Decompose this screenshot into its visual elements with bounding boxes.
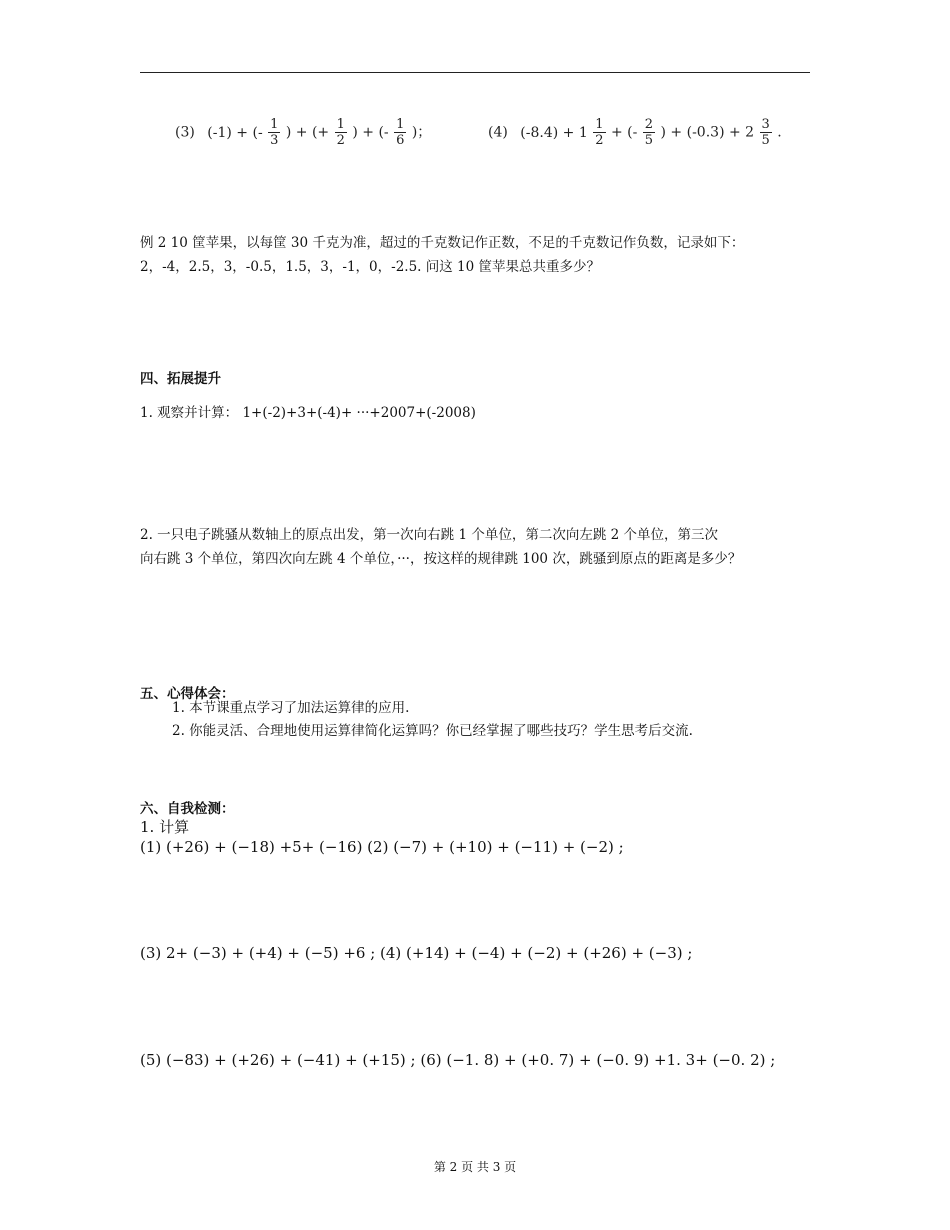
question-2-line-2: 向右跳 3 个单位，第四次向左跳 4 个单位，···，按这样的规律跳 100 次，跳骚到原点的距离是多少？ — [140, 551, 742, 567]
expr3-label: (3) — [175, 124, 195, 141]
expr3-fraction-2: $\frac{1}{2}$ — [336, 117, 345, 148]
section-5-heading: 五、心得体会： — [140, 686, 235, 702]
section-6-heading: 六、自我检测： — [140, 801, 235, 817]
question-2-line-1: 2. 一只电子跳骚从数轴上的原点出发，第一次向右跳 1 个单位，第二次向左跳 2 个单位，第三次 — [140, 527, 719, 543]
example-2-line-2: 2，-4，2.5，3，-0.5，1.5，3，-1，0，-2.5. 问这 10 筐苹果总共重多少？ — [140, 259, 601, 275]
section-5-list — [140, 697, 693, 743]
expr4-fraction-2: $\frac{2}{5}$ — [644, 117, 654, 148]
section-5-item-2: 2. 你能灵活、合理地使用运算律简化运算吗？你已经掌握了哪些技巧？学生思考后交流. — [172, 723, 693, 739]
example-2-line-1: 例 2 10 筐苹果，以每筐 30 千克为准，超过的千克数记作正数，不足的千克数记作负数，记录如下： — [140, 235, 745, 251]
expr4-text-1: (-8.4) + 1 — [520, 124, 588, 141]
self-check-row-3: (5) (−83) + (+26) + (−41) + (+15) ; (6) (−1. 8) + (+0. 7) + (−0. 9) +1. 3+ (−0. 2) ; — [140, 1051, 776, 1069]
expr4-label: (4) — [488, 124, 508, 141]
section-4-question-1: 1. 观察并计算： 1+(-2)+3+(-4)+ ···+2007+(-2008) — [140, 405, 476, 421]
section-6-subheading: 1. 计算 — [140, 818, 190, 836]
expr4-text-4: . — [777, 124, 782, 141]
expression-4 — [488, 117, 782, 148]
expr3-text-2: ) + (+ — [285, 124, 330, 141]
expr4-text-2: + (- — [610, 124, 638, 141]
expression-3 — [175, 117, 431, 148]
expr4-fraction-1: $\frac{1}{2}$ — [595, 117, 604, 148]
example-2 — [140, 231, 744, 279]
expr3-text-1: (-1) + (- — [207, 124, 263, 141]
self-check-row-2: (3) 2+ (−3) + (+4) + (−5) +6 ; (4) (+14) + (−4) + (−2) + (+26) + (−3) ; — [140, 944, 693, 962]
expr4-fraction-3: $\frac{3}{5}$ — [761, 117, 770, 148]
expr3-fraction-1: $\frac{1}{3}$ — [270, 117, 279, 148]
self-check-row-1: (1) (+26) + (−18) +5+ (−16) (2) (−7) + (+10) + (−11) + (−2) ; — [140, 838, 624, 856]
section-5-item-1: 1. 本节课重点学习了加法运算律的应用. — [172, 700, 410, 716]
section-4-heading: 四、拓展提升 — [140, 371, 221, 387]
expr4-text-3: ) + (-0.3) + 2 — [660, 124, 755, 141]
expr3-fraction-3: $\frac{1}{6}$ — [396, 117, 405, 148]
section-4-question-2 — [140, 523, 741, 571]
header-rule — [140, 72, 810, 73]
page-number: 第 2 页 共 3 页 — [433, 1160, 517, 1174]
expr3-text-4: )； — [411, 124, 432, 141]
expr3-text-3: ) + (- — [352, 124, 389, 141]
